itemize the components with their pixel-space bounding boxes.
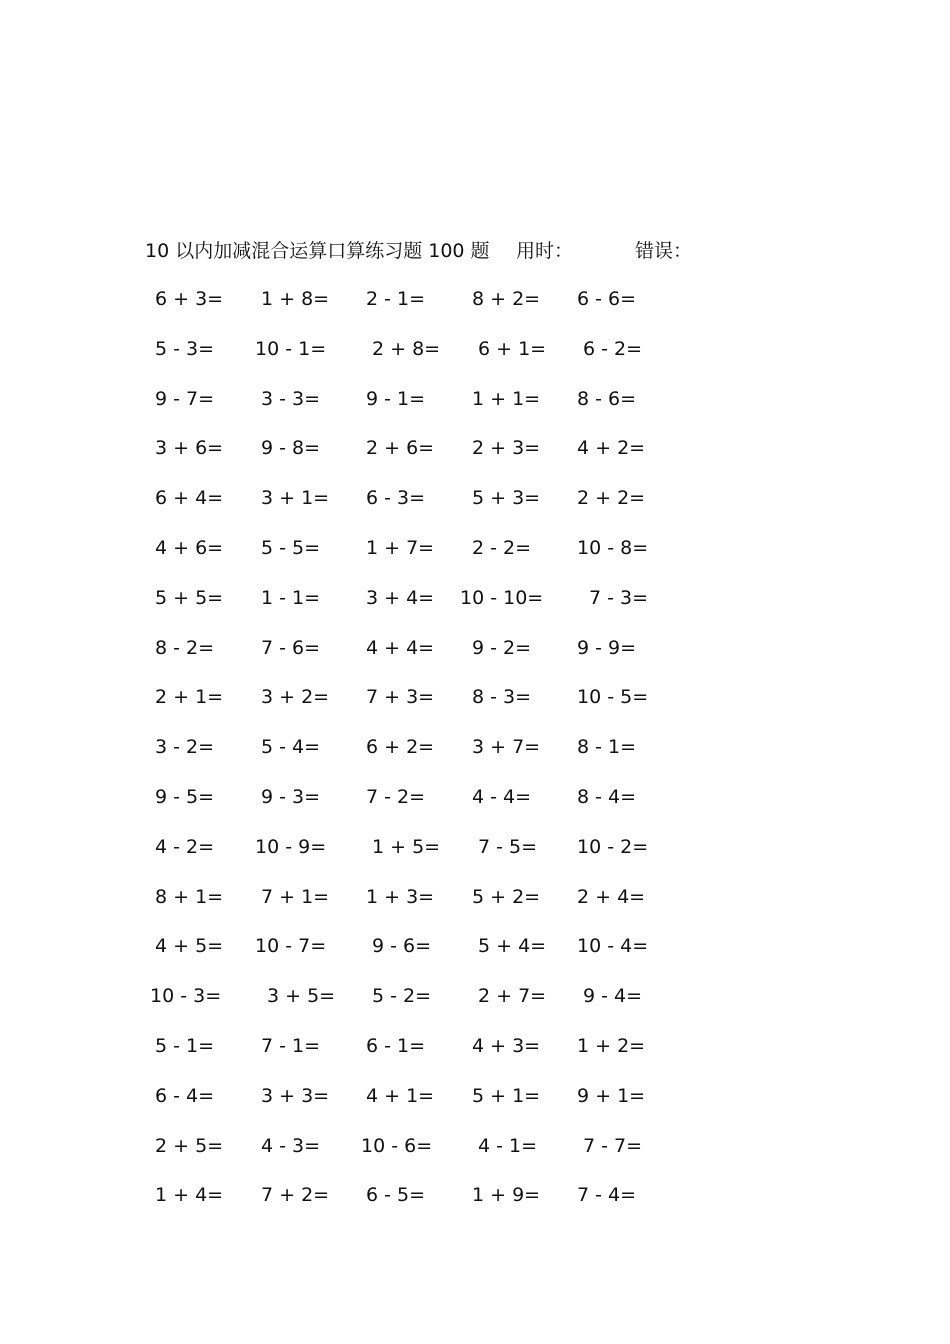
- problem-item: 4 + 6=: [155, 536, 224, 559]
- problem-item: 6 - 2=: [583, 337, 643, 360]
- problem-item: 1 + 1=: [472, 387, 541, 410]
- problem-item: 2 + 1=: [155, 686, 224, 709]
- problem-row: [0, 883, 950, 933]
- problem-item: 6 + 1=: [478, 337, 547, 360]
- problem-item: 4 - 1=: [478, 1134, 538, 1157]
- problem-item: 7 - 2=: [366, 785, 426, 808]
- problem-item: 10 - 2=: [577, 835, 649, 858]
- problem-row: [0, 335, 950, 385]
- problem-item: 2 + 2=: [577, 487, 646, 510]
- problem-item: 3 + 1=: [261, 487, 330, 510]
- problem-item: 6 - 5=: [366, 1184, 426, 1207]
- problem-item: 7 - 3=: [589, 586, 649, 609]
- problem-item: 2 + 8=: [372, 337, 441, 360]
- problem-item: 9 - 1=: [366, 387, 426, 410]
- problem-item: 4 + 1=: [366, 1084, 435, 1107]
- problem-item: 9 - 2=: [472, 636, 532, 659]
- problem-row: [0, 1132, 950, 1182]
- problem-item: 3 + 7=: [472, 736, 541, 759]
- problem-row: [0, 932, 950, 982]
- problem-item: 9 - 9=: [577, 636, 637, 659]
- problem-item: 6 - 1=: [366, 1034, 426, 1057]
- problem-item: 10 - 10=: [460, 586, 544, 609]
- problem-row: [0, 285, 950, 335]
- problem-item: 6 + 3=: [155, 288, 224, 310]
- problem-item: 5 - 2=: [372, 985, 432, 1008]
- problem-item: 2 + 3=: [472, 437, 541, 460]
- problem-item: 1 + 9=: [472, 1184, 541, 1207]
- problem-item: 10 - 7=: [255, 935, 327, 958]
- problem-item: 5 - 5=: [261, 536, 321, 559]
- problem-item: 6 + 4=: [155, 487, 224, 510]
- problem-item: 5 - 1=: [155, 1034, 215, 1057]
- problem-row: [0, 1181, 950, 1231]
- problem-item: 10 - 8=: [577, 536, 649, 559]
- time-label: 用时：: [516, 240, 574, 262]
- problem-item: 9 + 1=: [577, 1084, 646, 1107]
- problem-item: 10 - 1=: [255, 337, 327, 360]
- problem-row: [0, 434, 950, 484]
- problem-item: 2 + 6=: [366, 437, 435, 460]
- problem-item: 8 + 1=: [155, 885, 224, 908]
- problem-item: 4 + 2=: [577, 437, 646, 460]
- problem-item: 3 - 3=: [261, 387, 321, 410]
- problem-item: 8 - 3=: [472, 686, 532, 709]
- problem-item: 2 - 1=: [366, 288, 426, 310]
- problem-row: [0, 683, 950, 733]
- problem-item: 3 + 6=: [155, 437, 224, 460]
- problem-item: 9 - 6=: [372, 935, 432, 958]
- problem-item: 1 + 4=: [155, 1184, 224, 1207]
- problem-row: [0, 584, 950, 634]
- problem-item: 8 - 1=: [577, 736, 637, 759]
- problem-item: 7 + 1=: [261, 885, 330, 908]
- problem-item: 5 + 2=: [472, 885, 541, 908]
- problem-item: 8 - 6=: [577, 387, 637, 410]
- problem-item: 9 - 3=: [261, 785, 321, 808]
- problem-item: 2 + 4=: [577, 885, 646, 908]
- problem-item: 7 - 4=: [577, 1184, 637, 1207]
- problem-item: 9 - 4=: [583, 985, 643, 1008]
- problem-item: 4 + 3=: [472, 1034, 541, 1057]
- problem-item: 3 + 5=: [267, 985, 336, 1008]
- problem-item: 6 - 6=: [577, 288, 637, 310]
- problem-item: 7 - 7=: [583, 1134, 643, 1157]
- problem-item: 2 + 7=: [478, 985, 547, 1008]
- problem-item: 7 + 3=: [366, 686, 435, 709]
- problem-item: 9 - 7=: [155, 387, 215, 410]
- problem-item: 1 - 1=: [261, 586, 321, 609]
- problem-item: 3 - 2=: [155, 736, 215, 759]
- problem-item: 6 - 3=: [366, 487, 426, 510]
- problem-item: 10 - 9=: [255, 835, 327, 858]
- problem-item: 5 + 4=: [478, 935, 547, 958]
- worksheet-title: 10 以内加减混合运算口算练习题 100 题: [145, 240, 490, 262]
- problem-row: [0, 484, 950, 534]
- problem-row: [0, 783, 950, 833]
- problem-row: [0, 634, 950, 684]
- problem-item: 8 - 2=: [155, 636, 215, 659]
- problem-item: 10 - 4=: [577, 935, 649, 958]
- problem-item: 4 + 5=: [155, 935, 224, 958]
- problem-item: 1 + 2=: [577, 1034, 646, 1057]
- problem-item: 5 + 5=: [155, 586, 224, 609]
- problem-item: 4 + 4=: [366, 636, 435, 659]
- problem-item: 3 + 4=: [366, 586, 435, 609]
- problem-item: 4 - 2=: [155, 835, 215, 858]
- problem-item: 7 + 2=: [261, 1184, 330, 1207]
- problem-row: [0, 1082, 950, 1132]
- problem-item: 8 - 4=: [577, 785, 637, 808]
- problem-item: 5 + 1=: [472, 1084, 541, 1107]
- problem-item: 8 + 2=: [472, 288, 541, 310]
- problem-item: 1 + 8=: [261, 288, 330, 310]
- problem-item: 10 - 6=: [361, 1134, 433, 1157]
- problem-item: 2 + 5=: [155, 1134, 224, 1157]
- problem-item: 5 - 3=: [155, 337, 215, 360]
- problem-row: [0, 982, 950, 1032]
- problem-item: 10 - 3=: [150, 985, 222, 1008]
- problem-row: [0, 833, 950, 883]
- problem-item: 6 - 4=: [155, 1084, 215, 1107]
- problem-grid: [0, 285, 950, 1231]
- problem-item: 4 - 4=: [472, 785, 532, 808]
- problem-item: 1 + 3=: [366, 885, 435, 908]
- problem-item: 2 - 2=: [472, 536, 532, 559]
- problem-item: 5 + 3=: [472, 487, 541, 510]
- problem-item: 3 + 2=: [261, 686, 330, 709]
- problem-item: 5 - 4=: [261, 736, 321, 759]
- errors-label: 错误：: [635, 240, 693, 262]
- problem-item: 7 - 6=: [261, 636, 321, 659]
- problem-row: [0, 1032, 950, 1082]
- problem-item: 9 - 5=: [155, 785, 215, 808]
- problem-item: 3 + 3=: [261, 1084, 330, 1107]
- problem-item: 1 + 7=: [366, 536, 435, 559]
- problem-item: 6 + 2=: [366, 736, 435, 759]
- problem-item: 7 - 1=: [261, 1034, 321, 1057]
- problem-row: [0, 385, 950, 435]
- problem-row: [0, 733, 950, 783]
- problem-item: 1 + 5=: [372, 835, 441, 858]
- problem-item: 7 - 5=: [478, 835, 538, 858]
- problem-item: 10 - 5=: [577, 686, 649, 709]
- problem-item: 9 - 8=: [261, 437, 321, 460]
- problem-item: 4 - 3=: [261, 1134, 321, 1157]
- problem-row: [0, 534, 950, 584]
